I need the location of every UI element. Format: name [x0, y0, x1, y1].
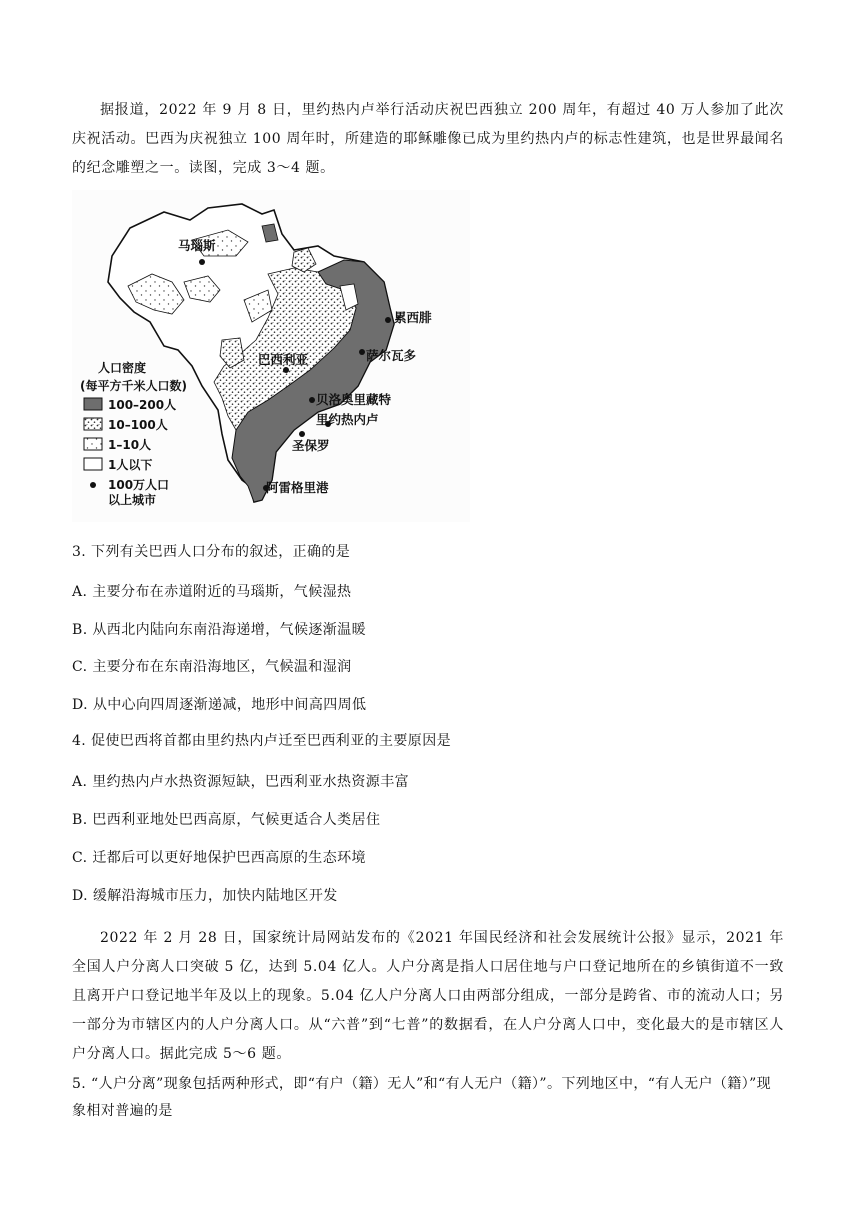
city-label-sao-paulo: 圣保罗	[292, 438, 330, 453]
legend-subtitle: (每平方千米人口数)	[80, 379, 187, 393]
legend-item-medium: 10–100人	[108, 418, 168, 432]
city-label-rio: 里约热内卢	[316, 412, 379, 427]
city-dot-salvador	[359, 349, 365, 355]
city-label-belo-horizonte: 贝洛奥里藏特	[316, 392, 392, 407]
q4-stem: 4. 促使巴西将首都由里约热内卢迁至巴西利亚的主要原因是	[72, 733, 452, 749]
legend-item-lowest: 1人以下	[108, 458, 153, 472]
city-dot-brasilia	[283, 367, 289, 373]
city-dot-recife	[385, 317, 391, 323]
legend-city-line2: 以上城市	[108, 493, 157, 507]
legend-title: 人口密度	[98, 361, 147, 375]
q4-option-d: D. 缓解沿海城市压力，加快内陆地区开发	[72, 888, 338, 904]
city-dot-manaus	[199, 259, 205, 265]
city-label-recife: 累西腓	[394, 310, 432, 325]
brazil-population-density-map	[72, 190, 470, 522]
legend-item-low: 1–10人	[108, 438, 152, 452]
city-dot-sao-paulo	[299, 431, 305, 437]
city-dot-belo-horizonte	[309, 397, 315, 403]
q4-option-b: B. 巴西利亚地处巴西高原，气候更适合人类居住	[72, 812, 381, 828]
q5-stem: 5. “人户分离”现象包括两种形式，即“有户（籍）无人”和“有人无户（籍）”。下列地区中，“有人无户（籍）”现象相对普遍的是	[72, 1076, 772, 1119]
legend-city-dot	[90, 482, 96, 488]
second-paragraph: 2022 年 2 月 28 日，国家统计局网站发布的《2021 年国民经济和社会发展统计公报》显示，2021 年全国人户分离人口突破 5 亿，达到 5.04 亿人。人户分离是指人口居住地与户口登记地所在的乡镇街道不一致且离开户口登记地半年及以上的现象。5.04 亿人户分离人口由两部分组成，一部分是跨省、市的流动人口；另一部分为市辖区内的人户分离人口。从“六普”到“七普”的数据看，在人户分离人口中，变化最大的是市辖区人户分离人口。据此完成 5～6 题。	[72, 930, 785, 1062]
legend-item-high: 100–200人	[108, 398, 177, 412]
q3-option-c: C. 主要分布在东南沿海地区，气候温和湿润	[72, 659, 352, 675]
city-label-porto-alegre: 阿雷格里港	[266, 480, 329, 495]
q3-stem: 3. 下列有关巴西人口分布的叙述，正确的是	[72, 544, 351, 560]
q3-option-b: B. 从西北内陆向东南沿海递增，气候逐渐温暖	[72, 622, 366, 638]
q4-option-a: A. 里约热内卢水热资源短缺，巴西利亚水热资源丰富	[72, 774, 410, 790]
intro-paragraph: 据报道，2022 年 9 月 8 日，里约热内卢举行活动庆祝巴西独立 200 周年，有超过 40 万人参加了此次庆祝活动。巴西为庆祝独立 100 周年时，所建造的耶稣雕像已成为里约热内卢的标志性建筑，也是世界最闻名的纪念雕塑之一。读图，完成 3～4 题。	[72, 102, 784, 176]
legend-city-line1: 100万人口	[108, 478, 170, 492]
q3-option-a: A. 主要分布在赤道附近的马瑙斯，气候湿热	[72, 584, 352, 600]
city-label-manaus: 马瑙斯	[178, 238, 216, 253]
q4-option-c: C. 迁都后可以更好地保护巴西高原的生态环境	[72, 850, 366, 866]
city-label-salvador: 萨尔瓦多	[366, 348, 417, 363]
q3-option-d: D. 从中心向四周逐渐递减，地形中间高四周低	[72, 697, 367, 713]
city-label-brasilia: 巴西利亚	[258, 352, 309, 367]
